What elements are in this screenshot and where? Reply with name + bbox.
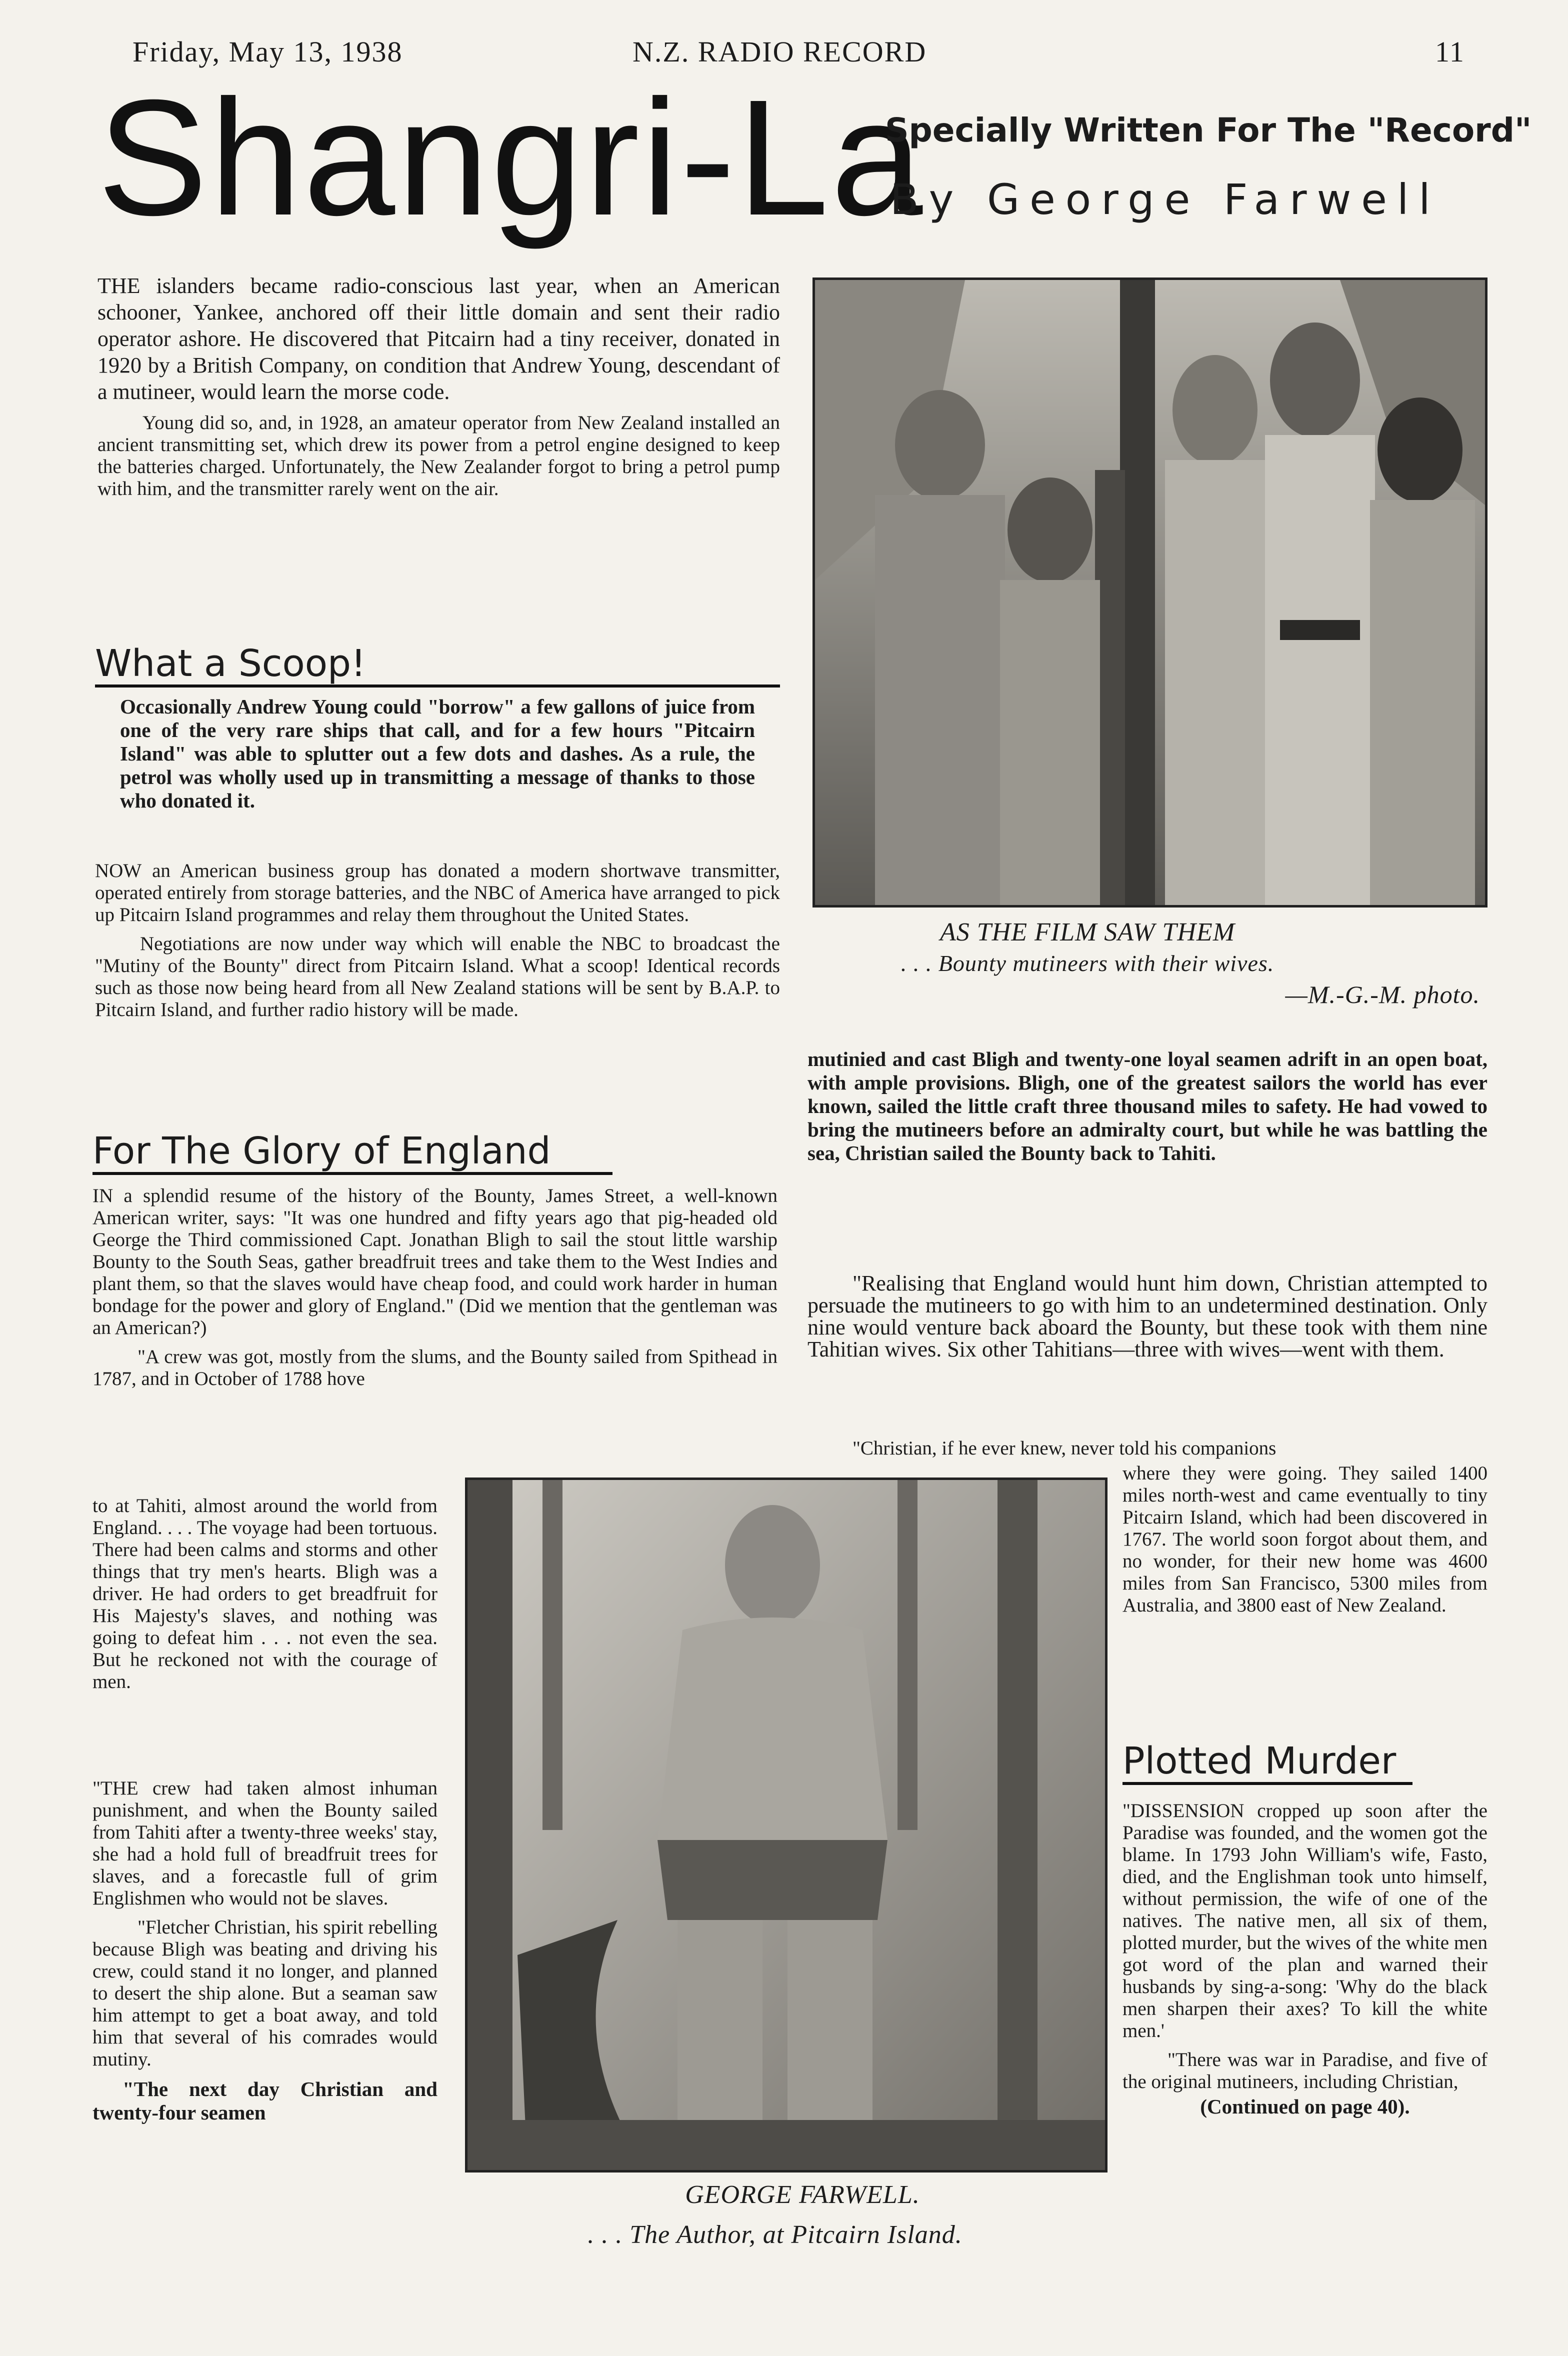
mutinied-text [808, 1048, 1488, 1172]
glory-paragraph-2-narrow: to at Tahiti, almost around the world from England. . . . The voyage had been tortuous. There had been calms and storms and other things that try men's hearts. Bligh was a driver. He had orders to get breadfruit for His Majesty's slaves, and nothing was going to defeat him . . . not even the sea. But he reckoned not with the courage of men. [92, 1495, 438, 1692]
glory-paragraph-1: IN a splendid resume of the history of the Bounty, James Street, a well-known American writer, says: "It was one hundred and fifty years ago that pig-headed old George the Third commissioned Capt. Jonathan Bligh to sail the stout little warship Bounty to the South Seas, gather breadfruit trees and take them to the West Indies and plant them, so that the slaves would have cheap food, and could work harder in human bondage for the power and glory of England." (Did we mention that the gentleman was an American?) [92, 1185, 778, 1338]
war-paragraph: "There was war in Paradise, and five of the original mutineers, including Christian, [1122, 2049, 1488, 2092]
byline-author: By George Farwell [890, 175, 1440, 224]
christian-paragraph-narrow: where they were going. They sailed 1400 miles north-west and came eventually to tiny Pitcairn Island, which had been discovered in 1767. The world soon forgot about them, and no wonder, for their new home was 4600 miles from San Francisco, 5300 miles from Australia, and 3800 east of New Zealand. [1122, 1462, 1488, 1616]
photo-2-caption-title: GEORGE FARWELL. [685, 2180, 920, 2209]
nbc-text [95, 860, 780, 1028]
publication-name: N.Z. RADIO RECORD [632, 36, 927, 68]
realising-paragraph: "Realising that England would hunt him down, Christian attempted to persuade the mutineers to go with him to an undetermined destination. Only nine would venture back aboard the Bounty, but these took with them nine Tahitian wives. Six other Tahitians—three with wives—went with them. [808, 1271, 1488, 1362]
subhead-plotted-murder: Plotted Murder [1122, 1740, 1412, 1785]
scoop-text [120, 695, 755, 820]
glory-text [92, 1185, 778, 1390]
subhead-what-a-scoop: What a Scoop! [95, 642, 780, 688]
author-at-pitcairn-image [468, 1480, 1105, 2170]
intro-paragraph-2: Young did so, and, in 1928, an amateur operator from New Zealand installed an ancient transmitting set, which drew its power from a petrol engine designed to keep the batteries charged. Unfortunately, the New Zealander forgot to bring a petrol pump with him, and the transmitter rarely went on the air. [98, 412, 780, 500]
article-title: Shangri-La [98, 65, 925, 250]
author-photo [465, 1478, 1108, 2172]
issue-date: Friday, May 13, 1938 [132, 36, 403, 68]
subhead-glory-of-england: For The Glory of England [92, 1130, 612, 1175]
intro-text [98, 272, 780, 507]
nbc-paragraph-1: NOW an American business group has donated a modern shortwave transmitter, operated entirely from storage batteries, and the NBC of America have arranged to pick up Pitcairn Island programmes and relay them throughout the United States. [95, 860, 780, 926]
crew-paragraph-3: "The next day Christian and twenty-four seamen [92, 2078, 438, 2124]
glory-paragraph-2-wide: "A crew was got, mostly from the slums, and the Bounty sailed from Spithead in 1787, and in October of 1788 hove [92, 1346, 778, 1390]
continued-notice: (Continued on page 40). [1200, 2095, 1410, 2118]
page-number: 11 [1435, 36, 1465, 68]
photo-1-credit: —M.-G.-M. photo. [1285, 980, 1480, 1008]
intro-paragraph-1: THE islanders became radio-conscious last year, when an American schooner, Yankee, anchored off their little domain and sent their radio operator ashore. He discovered that Pitcairn had a tiny receiver, donated in 1920 by a British Company, on condition that Andrew Young, descendant of a mutineer, would learn the morse code. [98, 274, 780, 404]
photo-2-caption-subtitle: . . . The Author, at Pitcairn Island. [588, 2220, 962, 2249]
crew-paragraph-1: "THE crew had taken almost inhuman punishment, and when the Bounty sailed from Tahiti after a twenty-three weeks' stay, she had a hold full of breadfruit trees for slaves, and a forecastle full of grim Englishmen who would not be slaves. [92, 1778, 438, 1909]
christian-paragraph-wide: "Christian, if he ever knew, never told his companions [852, 1438, 1276, 1459]
nbc-paragraph-2: Negotiations are now under way which will enable the NBC to broadcast the "Mutiny of the Bounty" direct from Pitcairn Island. What a scoop! Identical records such as those now being heard from all New Zealand stations will be sent by B.A.P. to Pitcairn Island, and further radio history will be made. [95, 933, 780, 1020]
byline-specially-written: Specially Written For The "Record" [885, 111, 1532, 150]
mutinied-paragraph: mutinied and cast Bligh and twenty-one loyal seamen adrift in an open boat, with ample provisions. Bligh, one of the greatest sailors the world has ever known, sailed the little craft three thousand miles to safety. He had vowed to bring the mutineers before an admiralty court, but while he was battling the sea, Christian sailed the Bounty back to Tahiti. [808, 1048, 1488, 1164]
christian-narrow-text [1122, 1462, 1488, 1624]
realising-text [808, 1272, 1488, 1368]
crew-paragraph-2: "Fletcher Christian, his spirit rebelling because Bligh was beating and driving his crew, could stand it no longer, and planned to desert the ship alone. But a seaman saw him attempt to get a boat away, and told him that several of his comrades would mutiny. [92, 1916, 438, 2070]
photo-1-caption-subtitle: . . . Bounty mutineers with their wives. [900, 950, 1274, 976]
scoop-paragraph: Occasionally Andrew Young could "borrow" a few gallons of juice from one of the very rare ships that call, and for a few hours "Pitcairn Island" was able to splutter out a few dots and dashes. As a rule, the petrol was wholly used up in transmitting a message of thanks to those who donated it. [120, 695, 755, 812]
dissension-text [1122, 1800, 1488, 2126]
dissension-paragraph: "DISSENSION cropped up soon after the Paradise was founded, and the women got the blame. In 1793 John William's wife, Fasto, died, and the Englishman took unto himself, without permission, the wife of one of the natives. The native men, all six of them, plotted murder, but the wives of the white men got word of the plan and warned their husbands by sing-a-song: 'Why do the black men sharpen their axes? To kill the white men.' [1122, 1800, 1488, 2042]
crew-text [92, 1778, 438, 2132]
photo-1-caption-title: AS THE FILM SAW THEM [940, 918, 1236, 946]
film-still-photo [812, 278, 1488, 908]
glory-narrow-text [92, 1495, 438, 1700]
christian-wide-text [808, 1438, 1488, 1460]
mutineers-with-wives-image [815, 280, 1485, 905]
